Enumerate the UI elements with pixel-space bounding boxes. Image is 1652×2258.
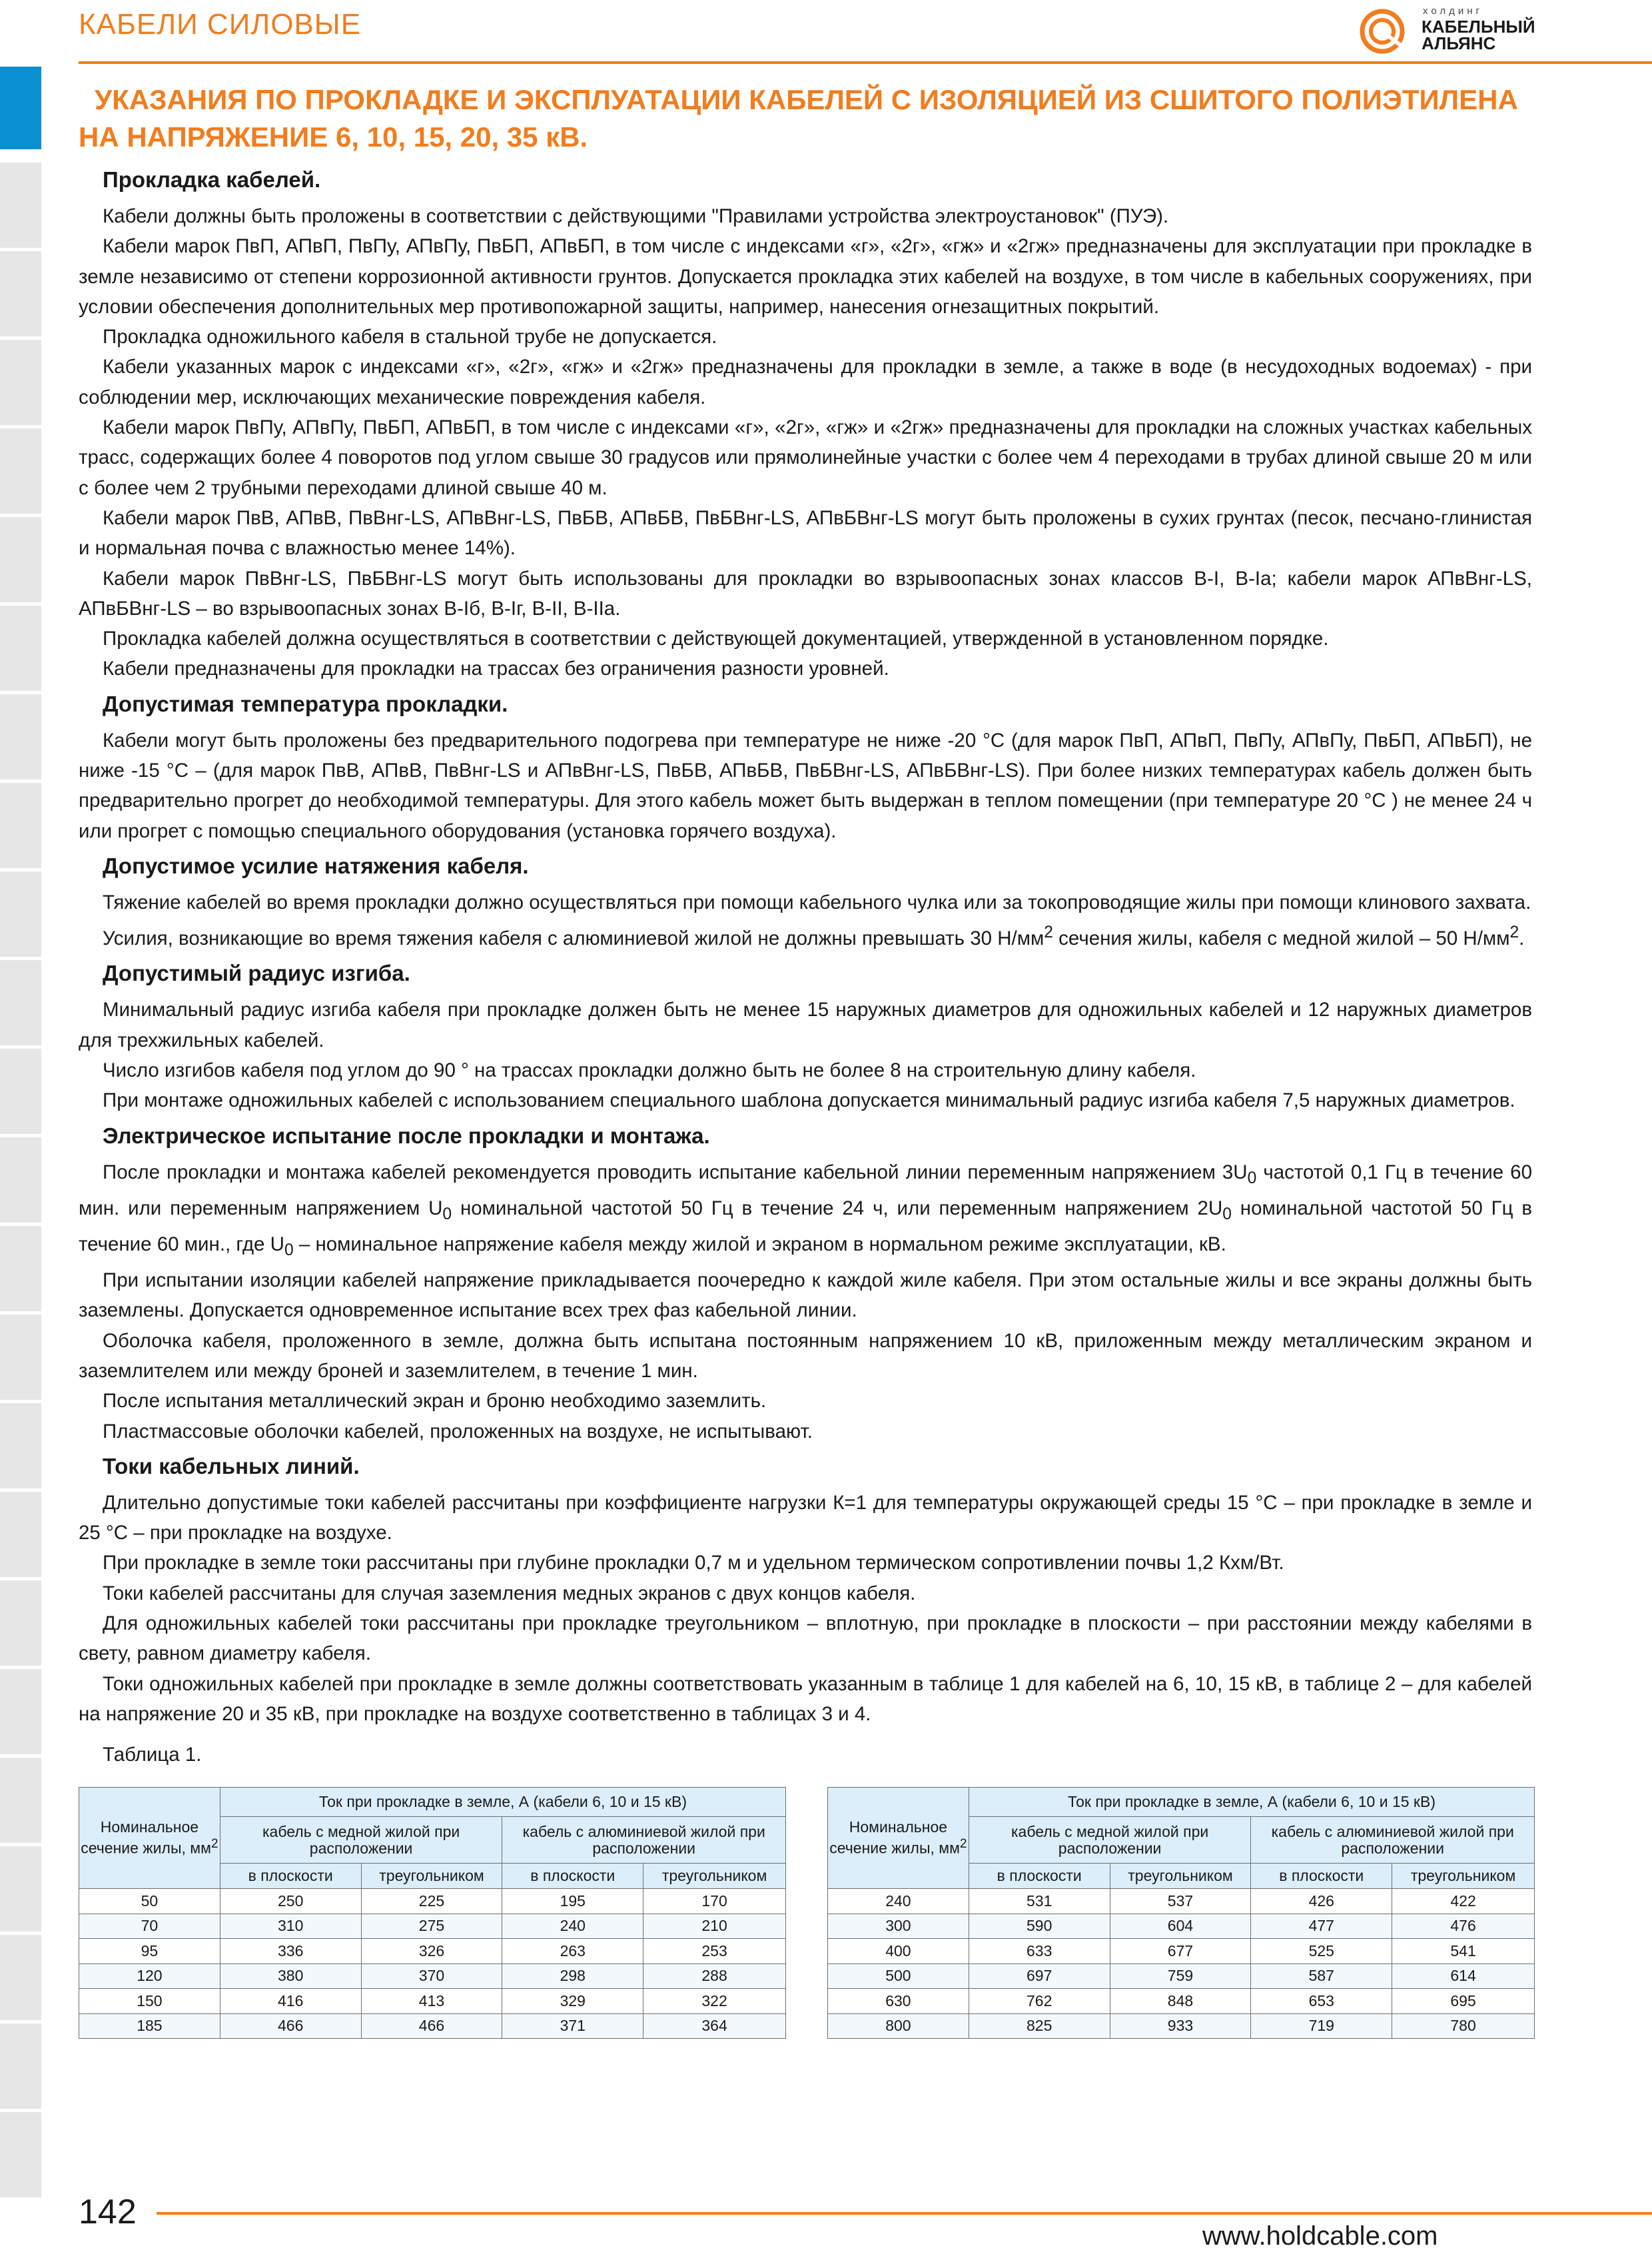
paragraph: Прокладка кабелей должна осуществляться в соответствии с действующей документацией, утвержденной в установленном порядке. xyxy=(103,628,1329,650)
side-strip-cell xyxy=(0,694,41,780)
cell-current: 422 xyxy=(1392,1889,1535,1914)
current-table-right xyxy=(827,1787,1535,2039)
paragraph: Кабели могут быть проложены без предварительного подогрева при температуре не ниже -20 °С (для марок ПвП, АПвП, ПвПу, АПвПу, ПвБП, АПвБП), не ниже -15 °С – (для марок ПвВ, АПвВ, ПвВнг-LS и АПвВнг-LS, ПвБВ, АПвБВ, ПвБВнг-LS, АПвБВнг-LS). При более низких температурах кабель должен быть предварительно прогрет до необходимой температуры. Для этого кабель может быть выдержан в теплом помещении (при температуре 20 °С ) не менее 24 ч или прогрет с помощью специального оборудования (установка горячего воздуха). xyxy=(79,729,1532,842)
cell-current: 848 xyxy=(1110,1989,1251,2014)
column-header-trefoil: треугольником xyxy=(643,1864,786,1889)
paragraph: Тяжение кабелей во время прокладки должно осуществляться при помощи кабельного чулка или за токопроводящие жилы при помощи клинового захвата. xyxy=(103,891,1531,913)
paragraph: Токи кабелей рассчитаны для случая заземления медных экранов с двух концов кабеля. xyxy=(103,1582,916,1604)
cell-current: 371 xyxy=(502,2013,643,2039)
logo-text xyxy=(1422,19,1535,52)
column-header-section xyxy=(828,1788,969,1889)
superscript: 2 xyxy=(210,1837,218,1852)
cell-section: 185 xyxy=(79,2013,220,2039)
paragraph xyxy=(79,917,1532,953)
table-row xyxy=(79,1889,786,1914)
column-header-group: Ток при прокладке в земле, А (кабели 6, 10 и 15 кВ) xyxy=(969,1788,1534,1817)
cell-current: 195 xyxy=(502,1889,643,1914)
cell-section: 630 xyxy=(828,1989,969,2014)
column-header-copper: кабель с медной жилой при расположении xyxy=(220,1817,502,1864)
cell-section: 95 xyxy=(79,1939,220,1964)
table-row xyxy=(828,2013,1535,2039)
heading-tension: Допустимое усилие натяжения кабеля. xyxy=(103,853,529,878)
column-header-flat: в плоскости xyxy=(1251,1864,1392,1889)
footer-divider xyxy=(157,2212,1652,2215)
cell-current: 587 xyxy=(1251,1964,1392,1989)
header-text: Номинальное сечение жилы, мм xyxy=(81,1818,211,1857)
paragraph: Пластмассовые оболочки кабелей, проложенных на воздухе, не испытывают. xyxy=(103,1420,813,1442)
table-row xyxy=(828,1914,1535,1939)
column-header-aluminium: кабель с алюминиевой жилой при расположении xyxy=(1251,1817,1535,1864)
side-strip-cell xyxy=(0,1403,41,1488)
paragraph: Оболочка кабеля, проложенного в земле, должна быть испытана постоянным напряжением 10 кВ, приложенным между металлическим экраном и заземлителем или между броней и заземлителем, в течение 1 мин. xyxy=(79,1329,1532,1382)
side-index-strip xyxy=(0,67,41,2125)
paragraph: После испытания металлический экран и броню необходимо заземлить. xyxy=(103,1390,767,1412)
cell-current: 210 xyxy=(643,1914,786,1939)
text-run: После прокладки и монтажа кабелей рекомендуется проводить испытание кабельной линии переменным напряжением 3U xyxy=(103,1161,1248,1183)
table-row xyxy=(828,1989,1535,2014)
document-body xyxy=(79,160,1532,1772)
cell-current: 604 xyxy=(1110,1914,1251,1939)
data-table xyxy=(827,1787,1535,2039)
data-table xyxy=(79,1787,786,2039)
heading-laying: Прокладка кабелей. xyxy=(103,167,321,192)
paragraph: Кабели марок ПвВнг-LS, ПвБВнг-LS могут быть использованы для прокладки во взрывоопасных зонах классов В-I, В-Iа; кабели марок АПвВнг-LS, АПвБВнг-LS – во взрывоопасных зонах В-Iб, В-Iг, В-II, В-IIа. xyxy=(79,567,1532,620)
paragraph: Кабели указанных марок с индексами «г», «2г», «гж» и «2гж» предназначены для прокладки в земле, а также в воде (в несудоходных водоемах) - при соблюдении мер, исключающих механические повреждения кабеля. xyxy=(79,356,1532,408)
paragraph: Для одножильных кабелей токи рассчитаны при прокладке треугольником – вплотную, при прокладке в плоскости – при расстоянии между кабелями в свету, равном диаметру кабеля. xyxy=(79,1612,1532,1665)
cell-current: 380 xyxy=(220,1964,361,1989)
heading-temperature: Допустимая температура прокладки. xyxy=(103,691,508,716)
cell-current: 780 xyxy=(1392,2013,1535,2039)
paragraph: Длительно допустимые токи кабелей рассчитаны при коэффициенте нагрузки К=1 для температуры окружающей среды 15 °С – при прокладке в земле и 25 °С – при прокладке на воздухе. xyxy=(79,1491,1532,1544)
paragraph: Кабели марок ПвПу, АПвПу, ПвБП, АПвБП, в том числе с индексами «г», «2г», «гж» и «2гж» предназначены для прокладки на сложных участках кабельных трасс, содержащих более 4 поворотов под углом свыше 30 градусов или прямолинейные участки с более чем 4 переходами в трубах длиной свыше 20 м или с более чем 2 трубными переходами длиной свыше 40 м. xyxy=(79,416,1532,499)
text-run: частотой 0,1 Гц в течение 60 мин. или переменным напряжением U xyxy=(79,1161,1532,1219)
subscript: 0 xyxy=(442,1205,452,1223)
cell-current: 225 xyxy=(361,1889,502,1914)
cell-current: 525 xyxy=(1251,1939,1392,1964)
column-header-flat: в плоскости xyxy=(220,1864,361,1889)
paragraph: При монтаже одножильных кабелей с использованием специального шаблона допускается минимальный радиус изгиба кабеля 7,5 наружных диаметров. xyxy=(103,1089,1515,1112)
side-strip-cell xyxy=(0,871,41,957)
cell-section: 300 xyxy=(828,1914,969,1939)
cell-current: 697 xyxy=(969,1964,1110,1989)
paragraph: Число изгибов кабеля под углом до 90 ° на трассах прокладки должно быть не более 8 на строительную длину кабеля. xyxy=(103,1059,1196,1081)
logo-small-text: холдинг xyxy=(1423,5,1483,17)
side-strip-cell xyxy=(0,517,41,602)
heading-currents: Токи кабельных линий. xyxy=(103,1453,360,1478)
text-run: Усилия, возникающие во время тяжения кабеля с алюминиевой жилой не должны превышать 30 Н/мм xyxy=(103,927,1044,950)
side-strip-cell xyxy=(0,1935,41,2020)
logo-swirl-icon xyxy=(1359,8,1406,55)
section-title: КАБЕЛИ СИЛОВЫЕ xyxy=(79,8,362,41)
cell-section: 400 xyxy=(828,1939,969,1964)
column-header-group: Ток при прокладке в земле, А (кабели 6, 10 и 15 кВ) xyxy=(220,1788,785,1817)
cell-current: 719 xyxy=(1251,2013,1392,2039)
cell-section: 70 xyxy=(79,1914,220,1939)
paragraph: Кабели должны быть проложены в соответствии с действующими "Правилами устройства электроустановок" (ПУЭ). xyxy=(103,205,1169,227)
cell-current: 370 xyxy=(361,1964,502,1989)
cell-current: 466 xyxy=(220,2013,361,2039)
page-number: 142 xyxy=(79,2193,137,2231)
side-strip-cell xyxy=(0,1580,41,1666)
cell-current: 413 xyxy=(361,1989,502,2014)
table-row xyxy=(828,1964,1535,1989)
column-header-aluminium: кабель с алюминиевой жилой при расположении xyxy=(502,1817,786,1864)
superscript: 2 xyxy=(959,1837,967,1852)
cell-current: 541 xyxy=(1392,1939,1535,1964)
paragraph xyxy=(79,1157,1532,1266)
cell-current: 298 xyxy=(502,1964,643,1989)
table-row xyxy=(79,1989,786,2014)
header-text: Номинальное сечение жилы, мм xyxy=(829,1818,960,1857)
cell-current: 426 xyxy=(1251,1889,1392,1914)
cell-current: 677 xyxy=(1110,1939,1251,1964)
cell-current: 329 xyxy=(502,1989,643,2014)
subscript: 0 xyxy=(1222,1205,1232,1223)
table-body xyxy=(828,1889,1535,2039)
cell-current: 240 xyxy=(502,1914,643,1939)
paragraph: При прокладке в земле токи рассчитаны при глубине прокладки 0,7 м и удельном термическом сопротивлении почвы 1,2 Кхм/Вт. xyxy=(103,1552,1284,1574)
text-run: сечения жилы, кабеля с медной жилой – 50 Н/мм xyxy=(1052,927,1510,950)
cell-current: 476 xyxy=(1392,1914,1535,1939)
column-header-trefoil: треугольником xyxy=(1392,1864,1535,1889)
cell-current: 326 xyxy=(361,1939,502,1964)
cell-current: 614 xyxy=(1392,1964,1535,1989)
cell-current: 590 xyxy=(969,1914,1110,1939)
table-row xyxy=(79,2013,786,2039)
side-strip-cell xyxy=(0,1492,41,1577)
cell-section: 50 xyxy=(79,1889,220,1914)
cell-current: 253 xyxy=(643,1939,786,1964)
superscript: 2 xyxy=(1044,923,1053,942)
website-link[interactable]: www.holdcable.com xyxy=(1202,2221,1438,2251)
column-header-section xyxy=(79,1788,220,1889)
cell-current: 288 xyxy=(643,1964,786,1989)
cell-current: 336 xyxy=(220,1939,361,1964)
paragraph: Кабели предназначены для прокладки на трассах без ограничения разности уровней. xyxy=(103,658,889,680)
logo-line-2: АЛЬЯНС xyxy=(1422,33,1496,53)
paragraph: Минимальный радиус изгиба кабеля при прокладке должен быть не менее 15 наружных диаметров для одножильных кабелей и 12 наружных диаметров для трехжильных кабелей. xyxy=(79,999,1532,1051)
cell-current: 537 xyxy=(1110,1889,1251,1914)
cell-current: 825 xyxy=(969,2013,1110,2039)
heading-bending: Допустимый радиус изгиба. xyxy=(103,961,410,986)
cell-section: 240 xyxy=(828,1889,969,1914)
paragraph: Прокладка одножильного кабеля в стальной трубе не допускается. xyxy=(103,326,717,348)
cell-current: 170 xyxy=(643,1889,786,1914)
text-run: . xyxy=(1519,927,1525,950)
cell-current: 364 xyxy=(643,2013,786,2039)
side-strip-cell xyxy=(0,1137,41,1223)
table-row xyxy=(828,1939,1535,1964)
cell-current: 759 xyxy=(1110,1964,1251,1989)
cell-section: 150 xyxy=(79,1989,220,2014)
paragraph: Кабели марок ПвВ, АПвВ, ПвВнг-LS, АПвВнг-LS, ПвБВ, АПвБВ, ПвБВнг-LS, АПвБВнг-LS могут быть проложены в сухих грунтах (песок, песчано-глинистая и нормальная почва с влажностью менее 14%). xyxy=(79,506,1532,560)
column-header-flat: в плоскости xyxy=(502,1864,643,1889)
paragraph: При испытании изоляции кабелей напряжение прикладывается поочередно к каждой жиле кабеля. При этом остальные жилы и все экраны должны быть заземлены. Допускается одновременное испытание всех трех фаз кабельной линии. xyxy=(79,1269,1532,1322)
column-header-flat: в плоскости xyxy=(969,1864,1110,1889)
cell-current: 466 xyxy=(361,2013,502,2039)
table-row xyxy=(79,1964,786,1989)
side-strip-cell xyxy=(0,1049,41,1134)
logo-line-1: КАБЕЛЬНЫЙ xyxy=(1422,17,1535,37)
table-body xyxy=(79,1889,786,2039)
subscript: 0 xyxy=(284,1241,294,1259)
table-caption: Таблица 1. xyxy=(103,1744,202,1766)
heading-testing: Электрическое испытание после прокладки и монтажа. xyxy=(103,1123,710,1148)
table-row xyxy=(79,1914,786,1939)
side-strip-cell xyxy=(0,1669,41,1754)
side-strip-cell xyxy=(0,251,41,336)
text-run: номинальной частотой 50 Гц в течение 24 ч, или переменным напряжением 2U xyxy=(452,1197,1223,1219)
side-strip-cell xyxy=(0,2112,41,2197)
cell-current: 250 xyxy=(220,1889,361,1914)
cell-current: 477 xyxy=(1251,1914,1392,1939)
superscript: 2 xyxy=(1509,923,1519,942)
cell-current: 322 xyxy=(643,1989,786,2014)
cell-current: 263 xyxy=(502,1939,643,1964)
paragraph: Кабели марок ПвП, АПвП, ПвПу, АПвПу, ПвБП, АПвБП, в том числе с индексами «г», «2г», «гж» и «2гж» предназначены для эксплуатации при прокладке в земле независимо от степени коррозионной активности грунтов. Допускается прокладка этих кабелей на воздухе, в том числе в кабельных сооружениях, при условии обеспечения дополнительных мер противопожарной защиты, например, нанесения огнезащитных покрытий. xyxy=(79,235,1532,318)
column-header-trefoil: треугольником xyxy=(361,1864,502,1889)
cell-current: 310 xyxy=(220,1914,361,1939)
cell-section: 800 xyxy=(828,2013,969,2039)
table-row xyxy=(79,1939,786,1964)
side-strip-cell xyxy=(0,960,41,1045)
company-logo xyxy=(1359,5,1545,59)
side-strip-cell xyxy=(0,2023,41,2109)
side-strip-cell xyxy=(0,606,41,691)
text-run: – номинальное напряжение кабеля между жилой и экраном в нормальном режиме эксплуатации, кВ. xyxy=(293,1233,1226,1255)
current-table-left xyxy=(79,1787,786,2039)
side-strip-cell xyxy=(0,428,41,514)
side-strip-cell xyxy=(0,1315,41,1400)
text-run: номинальной частотой 50 Гц в течение 60 мин., где U xyxy=(79,1197,1532,1255)
cell-current: 275 xyxy=(361,1914,502,1939)
cell-section: 120 xyxy=(79,1964,220,1989)
cell-current: 633 xyxy=(969,1939,1110,1964)
side-strip-cell xyxy=(0,163,41,248)
side-strip-cell xyxy=(0,340,41,425)
cell-current: 933 xyxy=(1110,2013,1251,2039)
cell-current: 762 xyxy=(969,1989,1110,2014)
side-strip-cell xyxy=(0,1758,41,1843)
table-row xyxy=(828,1889,1535,1914)
cell-current: 416 xyxy=(220,1989,361,2014)
side-strip-active-tab xyxy=(0,67,41,149)
cell-current: 695 xyxy=(1392,1989,1535,2014)
cell-current: 653 xyxy=(1251,1989,1392,2014)
subscript: 0 xyxy=(1247,1169,1257,1187)
column-header-copper: кабель с медной жилой при расположении xyxy=(969,1817,1251,1864)
cell-section: 500 xyxy=(828,1964,969,1989)
side-strip-cell xyxy=(0,1226,41,1311)
side-strip-cell xyxy=(0,783,41,868)
side-strip-cell xyxy=(0,1846,41,1932)
page-title: УКАЗАНИЯ ПО ПРОКЛАДКЕ И ЭКСПЛУАТАЦИИ КАБЕЛЕЙ С ИЗОЛЯЦИЕЙ ИЗ СШИТОГО ПОЛИЭТИЛЕНА НА НАПРЯЖЕНИЕ 6, 10, 15, 20, 35 кВ. xyxy=(79,84,1518,153)
cell-current: 531 xyxy=(969,1889,1110,1914)
column-header-trefoil: треугольником xyxy=(1110,1864,1251,1889)
paragraph: Токи одножильных кабелей при прокладке в земле должны соответствовать указанным в таблице 1 для кабелей на 6, 10, 15 кВ, в таблице 2 – для кабелей на напряжение 20 и 35 кВ, при прокладке на воздухе соответственно в таблицах 3 и 4. xyxy=(79,1672,1532,1725)
header-divider xyxy=(79,61,1652,64)
